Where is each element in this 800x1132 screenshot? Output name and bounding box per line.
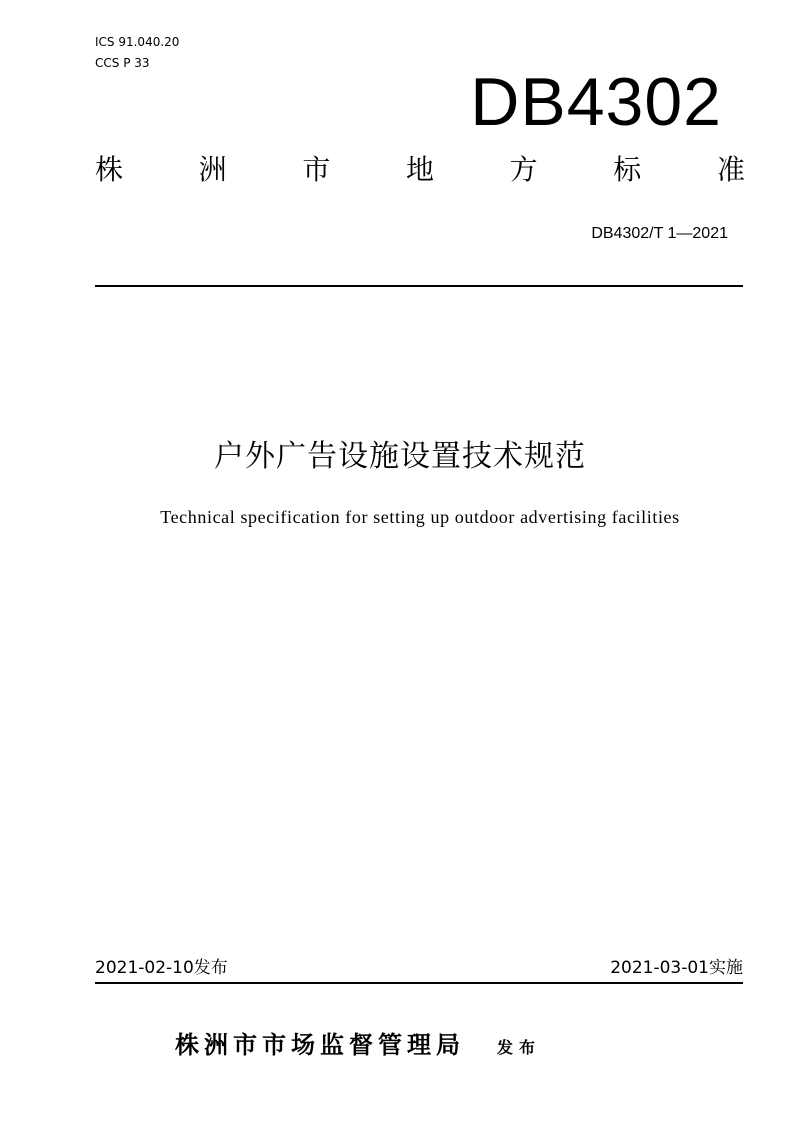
standard-type-char: 方 <box>509 153 538 186</box>
issue-label: 发布 <box>497 1038 542 1057</box>
top-divider <box>95 285 743 287</box>
document-title-chinese: 户外广告设施设置技术规范 <box>214 439 586 474</box>
standard-type-char: 洲 <box>198 153 227 186</box>
standard-number: DB4302/T 1—2021 <box>591 225 728 242</box>
standard-type-char: 标 <box>613 153 642 186</box>
bottom-divider <box>95 982 743 984</box>
standard-type-char: 准 <box>716 153 745 186</box>
standard-type-char: 株 <box>95 153 124 186</box>
issuer-line <box>175 1028 541 1062</box>
standard-type-heading <box>95 150 745 190</box>
issue-date: 2021-02-10发布 <box>95 958 228 978</box>
standard-code-large: DB4302 <box>470 64 722 140</box>
standard-type-char: 地 <box>405 153 434 186</box>
implementation-date: 2021-03-01实施 <box>610 958 743 978</box>
standard-type-char: 市 <box>302 153 331 186</box>
ics-code: ICS 91.040.20 <box>95 35 180 49</box>
document-title-english: Technical specification for setting up outdoor advertising facilities <box>160 507 680 527</box>
issuing-authority: 株洲市市场监督管理局 <box>175 1031 465 1059</box>
ccs-code: CCS P 33 <box>95 56 150 70</box>
